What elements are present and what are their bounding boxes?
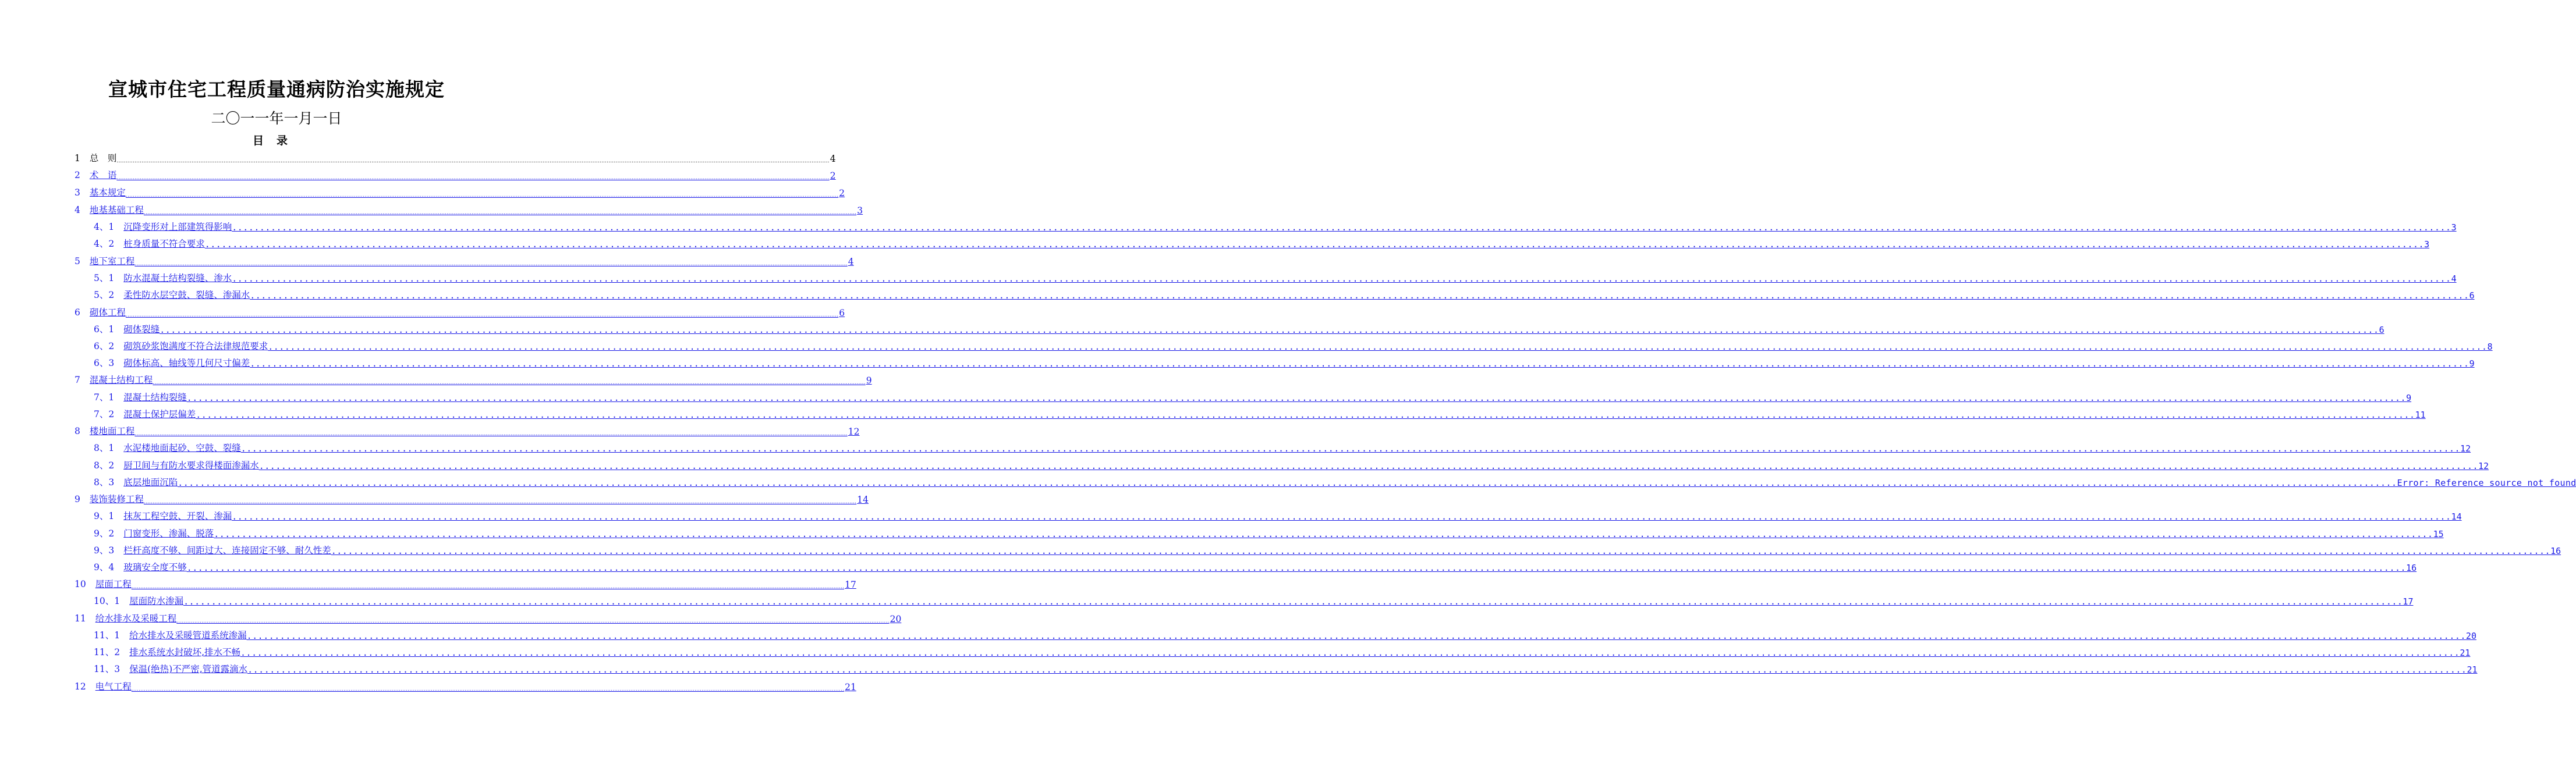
toc-entry-number: 2 xyxy=(75,170,80,181)
toc-leader-dots: ................................................................................................................................................................................................................................................................................................................................................................................................................ xyxy=(331,545,2551,556)
toc-page-number: Error: Reference source not found xyxy=(2397,477,2576,488)
toc-entry[interactable] xyxy=(75,369,872,386)
toc-subentry[interactable] xyxy=(75,437,2471,454)
toc-leader-dots: ................................................................................................................................................................................................................................................................................................................................................................................................................ xyxy=(204,239,2425,250)
toc-page-number: 9 xyxy=(2406,392,2412,403)
toc-entry[interactable] xyxy=(75,675,856,693)
toc-leader-dots: ................................................................................................................................................................................................................................................................................................................................................................................................................ xyxy=(134,261,848,267)
toc-entry-text: 混凝土结构裂缝 xyxy=(123,392,187,403)
toc-leader-dots: ................................................................................................................................................................................................................................................................................................................................................................................................................ xyxy=(134,431,848,438)
toc-entry-label xyxy=(94,220,232,233)
toc-subentry[interactable] xyxy=(75,267,2457,284)
toc-entry-number: 5 xyxy=(75,255,80,266)
toc-page-number: 4 xyxy=(830,153,836,164)
toc-leader-dots: ................................................................................................................................................................................................................................................................................................................................................................................................................ xyxy=(232,222,2451,233)
toc-entry-label xyxy=(94,441,241,454)
toc-page-number: 14 xyxy=(857,495,869,506)
toc-page-number: 3 xyxy=(857,205,863,216)
toc-entry-label xyxy=(94,288,250,301)
toc-entry-text: 总 则 xyxy=(89,152,117,163)
toc-subentry[interactable] xyxy=(75,335,2493,352)
toc-page-number: 6 xyxy=(2469,290,2475,301)
toc-entry-number: 4、1 xyxy=(94,221,115,232)
toc-entry-text: 屋面工程 xyxy=(95,579,132,590)
toc-entry-label xyxy=(75,254,134,267)
toc-entry-number: 11 xyxy=(75,613,86,624)
toc-page-number: 21 xyxy=(2467,664,2478,676)
toc-leader-dots: ................................................................................................................................................................................................................................................................................................................................................................................................................ xyxy=(186,562,2407,573)
document-date: 二〇一一年一月一日 xyxy=(211,110,342,127)
toc-entry-text: 防水混凝土结构裂缝、渗水 xyxy=(123,272,232,283)
toc-entry-label xyxy=(75,305,126,318)
toc-entry-label xyxy=(94,628,247,641)
toc-page-number: 12 xyxy=(2478,460,2489,471)
toc-subentry[interactable] xyxy=(75,233,2430,250)
toc-leader-dots: ................................................................................................................................................................................................................................................................................................................................................................................................................ xyxy=(160,324,2379,335)
toc-entry-text: 术 语 xyxy=(89,170,117,181)
toc-leader-dots: ................................................................................................................................................................................................................................................................................................................................................................................................................ xyxy=(247,664,2467,676)
toc-leader-dots: ................................................................................................................................................................................................................................................................................................................................................................................................................ xyxy=(232,511,2451,522)
toc-entry-number: 8、3 xyxy=(94,477,115,488)
toc-entry-number: 12 xyxy=(75,681,86,692)
toc-entry-label xyxy=(75,680,132,692)
toc-entry-number: 10 xyxy=(75,579,86,590)
toc-entry-label xyxy=(75,424,134,437)
toc-entry-label xyxy=(94,237,205,250)
toc-leader-dots: ................................................................................................................................................................................................................................................................................................................................................................................................................ xyxy=(143,209,857,216)
toc-entry-text: 砌体工程 xyxy=(89,307,126,318)
toc-entry-text: 基本规定 xyxy=(89,187,126,198)
toc-leader-dots: ................................................................................................................................................................................................................................................................................................................................................................................................................ xyxy=(131,687,845,693)
toc-entry-label xyxy=(94,509,232,522)
toc-subentry[interactable] xyxy=(75,471,2576,488)
toc-entry-label xyxy=(75,203,144,216)
toc-page-number: 3 xyxy=(2451,222,2457,233)
toc-entry-number: 4 xyxy=(75,204,80,215)
toc-page-number: 17 xyxy=(2403,596,2414,607)
toc-entry-number: 6、2 xyxy=(94,340,115,351)
toc-leader-dots: ................................................................................................................................................................................................................................................................................................................................................................................................................ xyxy=(183,596,2403,607)
toc-leader-dots: ................................................................................................................................................................................................................................................................................................................................................................................................................ xyxy=(250,290,2469,301)
toc-subentry[interactable] xyxy=(75,539,2561,556)
toc-entry-text: 沉降变形对上部建筑得影响 xyxy=(123,221,232,232)
toc-entry-number: 1 xyxy=(75,152,80,163)
toc-leader-dots: ................................................................................................................................................................................................................................................................................................................................................................................................................ xyxy=(240,443,2461,454)
toc-page-number: 20 xyxy=(2465,631,2476,642)
toc-subentry[interactable] xyxy=(75,352,2475,369)
toc-leader-dots: ................................................................................................................................................................................................................................................................................................................................................................................................................ xyxy=(246,631,2466,642)
toc-entry-label xyxy=(75,492,144,505)
toc-subentry[interactable] xyxy=(75,403,2426,420)
toc-entry[interactable] xyxy=(75,250,854,267)
toc-entry-text: 栏杆高度不够、间距过大、连接固定不够、耐久性差 xyxy=(123,545,331,556)
toc-leader-dots: ................................................................................................................................................................................................................................................................................................................................................................................................................ xyxy=(125,312,839,318)
toc-entry-number: 5、2 xyxy=(94,289,115,300)
toc-entry-text: 给水排水及采暖工程 xyxy=(95,613,177,624)
toc-entry-text: 水泥楼地面起砂、空鼓、裂缝 xyxy=(123,443,241,454)
toc-entry-text: 砌体标高、轴线等几何尺寸偏差 xyxy=(123,357,250,368)
toc-leader-dots: ................................................................................................................................................................................................................................................................................................................................................................................................................ xyxy=(153,380,866,386)
toc-entry-label xyxy=(94,339,268,352)
toc-entry-label xyxy=(94,594,183,607)
toc-leader-dots: ................................................................................................................................................................................................................................................................................................................................................................................................................ xyxy=(116,158,830,164)
toc-entry-text: 保温(绝热)不严密,管道露滴水 xyxy=(129,664,248,675)
toc-leader-dots: ................................................................................................................................................................................................................................................................................................................................................................................................................ xyxy=(143,499,857,506)
toc-subentry[interactable] xyxy=(75,284,2475,301)
toc-subentry[interactable] xyxy=(75,505,2462,522)
toc-page-number: 16 xyxy=(2550,545,2561,556)
table-of-contents xyxy=(75,147,2576,693)
toc-entry-number: 8、1 xyxy=(94,443,115,454)
toc-entry[interactable] xyxy=(75,573,856,591)
toc-entry-number: 7、2 xyxy=(94,408,115,420)
toc-leader-dots: ................................................................................................................................................................................................................................................................................................................................................................................................................ xyxy=(176,619,890,625)
toc-entry[interactable] xyxy=(75,164,836,182)
toc-entry-number: 9、2 xyxy=(94,528,115,539)
toc-subentry[interactable] xyxy=(75,658,2478,676)
toc-entry-label xyxy=(94,662,247,675)
toc-entry-label xyxy=(94,356,250,369)
toc-entry-label xyxy=(75,612,176,624)
toc-entry[interactable] xyxy=(75,198,863,216)
toc-entry-label xyxy=(94,527,214,539)
toc-entry xyxy=(75,147,836,164)
toc-entry-text: 砌筑砂浆饱满度不符合法律规范要求 xyxy=(123,340,268,351)
toc-leader-dots: ................................................................................................................................................................................................................................................................................................................................................................................................................ xyxy=(232,273,2451,284)
toc-page-number: 16 xyxy=(2406,562,2417,573)
toc-entry-number: 7 xyxy=(75,375,80,386)
toc-entry[interactable] xyxy=(75,301,845,318)
toc-page-number: 12 xyxy=(2460,443,2471,454)
toc-entry-label xyxy=(75,186,126,198)
toc-entry-number: 9 xyxy=(75,494,80,505)
toc-page-number: 4 xyxy=(848,256,854,267)
toc-subentry[interactable] xyxy=(75,556,2417,573)
toc-page-number: 2 xyxy=(839,188,845,199)
toc-entry-text: 砌体裂缝 xyxy=(123,324,160,335)
toc-entry-label xyxy=(75,151,116,164)
toc-leader-dots: ................................................................................................................................................................................................................................................................................................................................................................................................................ xyxy=(214,528,2433,539)
toc-entry-label xyxy=(75,168,116,181)
toc-entry-text: 门窗变形、渗漏、脱落 xyxy=(123,528,214,539)
toc-entry-text: 装饰装修工程 xyxy=(89,494,144,505)
toc-entry[interactable] xyxy=(75,488,869,506)
toc-leader-dots: ................................................................................................................................................................................................................................................................................................................................................................................................................ xyxy=(125,193,839,199)
toc-entry-number: 6 xyxy=(75,307,80,318)
toc-entry-number: 8、2 xyxy=(94,460,115,471)
toc-entry-label xyxy=(94,390,187,403)
toc-leader-dots: ................................................................................................................................................................................................................................................................................................................................................................................................................ xyxy=(258,460,2479,471)
toc-entry-text: 地基基础工程 xyxy=(89,204,144,215)
toc-entry-text: 玻璃安全度不够 xyxy=(123,561,187,573)
toc-entry-label xyxy=(75,577,132,590)
toc-entry-text: 厨卫间与有防水要求得楼面渗漏水 xyxy=(123,460,259,471)
toc-subentry[interactable] xyxy=(75,216,2457,233)
toc-entry-text: 屋面防水渗漏 xyxy=(129,596,184,607)
toc-entry-text: 电气工程 xyxy=(95,681,132,692)
toc-leader-dots: ................................................................................................................................................................................................................................................................................................................................................................................................................ xyxy=(268,341,2488,352)
toc-entry-number: 10、1 xyxy=(94,596,121,607)
toc-entry-text: 混凝土结构工程 xyxy=(89,375,153,386)
toc-page-number: 3 xyxy=(2424,239,2430,250)
toc-entry-label xyxy=(94,322,160,335)
toc-page-number: 17 xyxy=(845,580,856,591)
toc-entry-label xyxy=(94,407,196,420)
toc-subentry[interactable] xyxy=(75,641,2471,659)
toc-page-number: 14 xyxy=(2451,511,2462,522)
toc-leader-dots: ................................................................................................................................................................................................................................................................................................................................................................................................................ xyxy=(178,477,2397,488)
toc-subentry[interactable] xyxy=(75,454,2489,471)
toc-page-number: 9 xyxy=(866,375,872,386)
toc-entry-number: 3 xyxy=(75,187,80,198)
toc-entry-number: 8 xyxy=(75,426,80,437)
toc-entry-text: 地下室工程 xyxy=(89,255,135,266)
toc-subentry[interactable] xyxy=(75,386,2412,403)
toc-entry-label xyxy=(94,271,232,284)
toc-page-number: 6 xyxy=(2379,324,2384,335)
toc-subentry[interactable] xyxy=(75,318,2384,335)
toc-entry-number: 6、1 xyxy=(94,324,115,335)
toc-leader-dots: ................................................................................................................................................................................................................................................................................................................................................................................................................ xyxy=(186,392,2407,403)
toc-entry-label xyxy=(75,373,153,386)
document-title: 宣城市住宅工程质量通病防治实施规定 xyxy=(108,78,445,101)
toc-entry-label xyxy=(94,543,331,556)
toc-entry-text: 抹灰工程空鼓、开裂、渗漏 xyxy=(123,511,232,522)
toc-entry[interactable] xyxy=(75,420,860,438)
toc-entry-label xyxy=(94,458,259,471)
toc-page-number: 21 xyxy=(845,682,856,693)
toc-entry-number: 6、3 xyxy=(94,357,115,368)
toc-page-number: 21 xyxy=(2460,648,2471,659)
toc-entry-text: 混凝土保护层偏差 xyxy=(123,408,196,420)
toc-entry-number: 9、4 xyxy=(94,561,115,573)
toc-entry-number: 9、1 xyxy=(94,511,115,522)
toc-leader-dots: ................................................................................................................................................................................................................................................................................................................................................................................................................ xyxy=(196,409,2415,420)
toc-entry-text: 桩身质量不符合要求 xyxy=(123,238,205,249)
toc-entry-number: 11、2 xyxy=(94,647,121,658)
toc-page-number: 15 xyxy=(2433,528,2444,539)
toc-page-number: 20 xyxy=(890,614,902,625)
toc-entry[interactable] xyxy=(75,607,902,625)
toc-entry-label xyxy=(94,560,187,573)
toc-page-number: 6 xyxy=(839,307,845,318)
toc-leader-dots: ................................................................................................................................................................................................................................................................................................................................................................................................................ xyxy=(116,175,830,182)
toc-subentry[interactable] xyxy=(75,624,2476,642)
toc-page-number: 8 xyxy=(2487,341,2493,352)
toc-subentry[interactable] xyxy=(75,590,2414,607)
toc-entry-text: 排水系统水封破坏,排水不畅 xyxy=(129,647,241,658)
toc-subentry[interactable] xyxy=(75,522,2444,539)
toc-entry-text: 柔性防水层空鼓、裂缝、渗漏水 xyxy=(123,289,250,300)
toc-entry-number: 11、3 xyxy=(94,664,121,675)
toc-entry-text: 底层地面沉陷 xyxy=(123,477,178,488)
toc-heading: 目录 xyxy=(252,134,300,147)
toc-leader-dots: ................................................................................................................................................................................................................................................................................................................................................................................................................ xyxy=(240,648,2460,659)
toc-leader-dots: ................................................................................................................................................................................................................................................................................................................................................................................................................ xyxy=(250,358,2469,369)
toc-page-number: 11 xyxy=(2415,409,2426,420)
toc-entry-number: 7、1 xyxy=(94,392,115,403)
toc-page-number: 12 xyxy=(848,426,860,438)
toc-entry-label xyxy=(94,645,240,658)
toc-page-number: 4 xyxy=(2451,273,2457,284)
toc-entry-label xyxy=(94,475,178,488)
toc-leader-dots: ................................................................................................................................................................................................................................................................................................................................................................................................................ xyxy=(131,584,845,591)
toc-entry-text: 给水排水及采暖管道系统渗漏 xyxy=(129,630,247,641)
toc-entry-number: 11、1 xyxy=(94,630,121,641)
toc-entry-number: 5、1 xyxy=(94,272,115,283)
toc-entry[interactable] xyxy=(75,181,845,199)
toc-entry-number: 9、3 xyxy=(94,545,115,556)
toc-page-number: 9 xyxy=(2469,358,2475,369)
toc-page-number: 2 xyxy=(830,170,836,182)
toc-entry-text: 楼地面工程 xyxy=(89,426,135,437)
toc-entry-number: 4、2 xyxy=(94,238,115,249)
